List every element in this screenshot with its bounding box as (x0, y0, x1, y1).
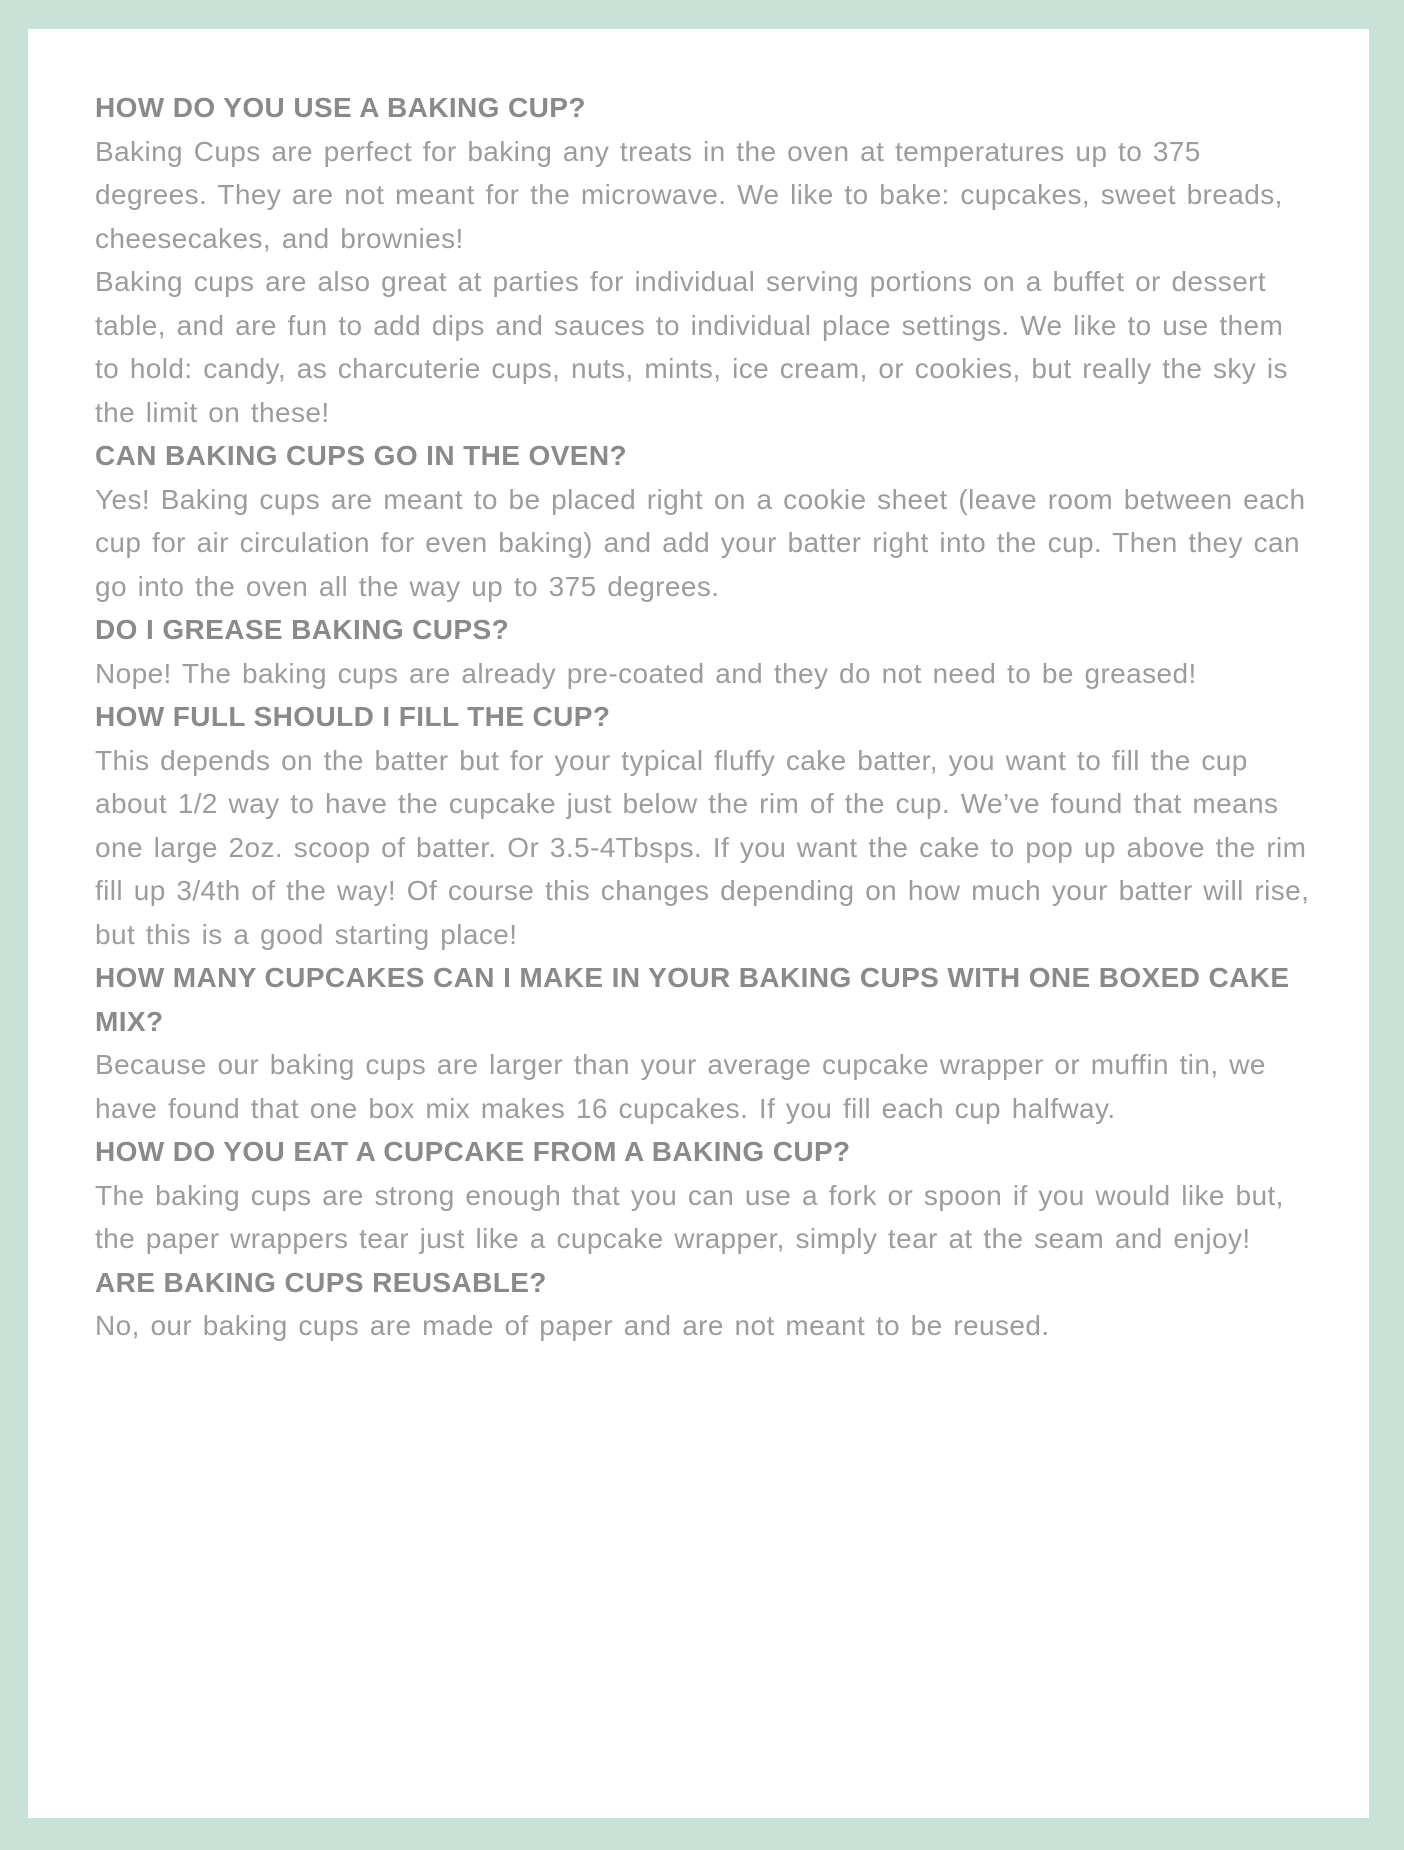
faq-question-eat: HOW DO YOU EAT A CUPCAKE FROM A BAKING CUP? (95, 1136, 851, 1167)
faq-question-grease: DO I GREASE BAKING CUPS? (95, 614, 510, 645)
faq-page (28, 29, 1369, 1818)
faq-question-box-mix: HOW MANY CUPCAKES CAN I MAKE IN YOUR BAKING CUPS WITH ONE BOXED CAKE MIX? (95, 962, 1290, 1037)
faq-answer: Because our baking cups are larger than your average cupcake wrapper or muffin tin, we have found that one box mix makes 16 cupcakes. If you fill each cup halfway. (95, 1049, 1266, 1124)
faq-question-use: HOW DO YOU USE A BAKING CUP? (95, 92, 586, 123)
faq-question-oven: CAN BAKING CUPS GO IN THE OVEN? (95, 440, 627, 471)
faq-answer: Baking Cups are perfect for baking any treats in the oven at temperatures up to 375 degrees. They are not meant for the microwave. We like to bake: cupcakes, sweet breads, cheesecakes, and brownies! (95, 135, 1283, 254)
faq-content (95, 86, 1310, 1348)
faq-question-reusable: ARE BAKING CUPS REUSABLE? (95, 1266, 547, 1298)
faq-answer: The baking cups are strong enough that you can use a fork or spoon if you would like but, the paper wrappers tear just like a cupcake wrapper, simply tear at the seam and enjoy! (95, 1179, 1284, 1254)
faq-question-fill: HOW FULL SHOULD I FILL THE CUP? (95, 701, 611, 732)
faq-answer: Yes! Baking cups are meant to be placed right on a cookie sheet (leave room between each cup for air circulation for even baking) and add your batter right into the cup. Then they can go into the oven all the way up to 375 degrees. (95, 483, 1306, 602)
faq-answer: No, our baking cups are made of paper and are not meant to be reused. (95, 1310, 1050, 1341)
faq-answer: This depends on the batter but for your typical fluffy cake batter, you want to fill the cup about 1/2 way to have the cupcake just below the rim of the cup. We’ve found that means one large 2oz. scoop of batter. Or 3.5-4Tbsps. If you want the cake to pop up above the rim fill up 3/4th of the way! Of course this changes depending on how much your batter will rise, but this is a good starting place! (95, 744, 1310, 950)
faq-answer: Nope! The baking cups are already pre-coated and they do not need to be greased! (95, 657, 1197, 689)
faq-answer: Baking cups are also great at parties for individual serving portions on a buffet or dessert table, and are fun to add dips and sauces to individual place settings. We like to use them to hold: candy, as charcuterie cups, nuts, mints, ice cream, or cookies, but really the sky is the limit on these! (95, 266, 1288, 428)
